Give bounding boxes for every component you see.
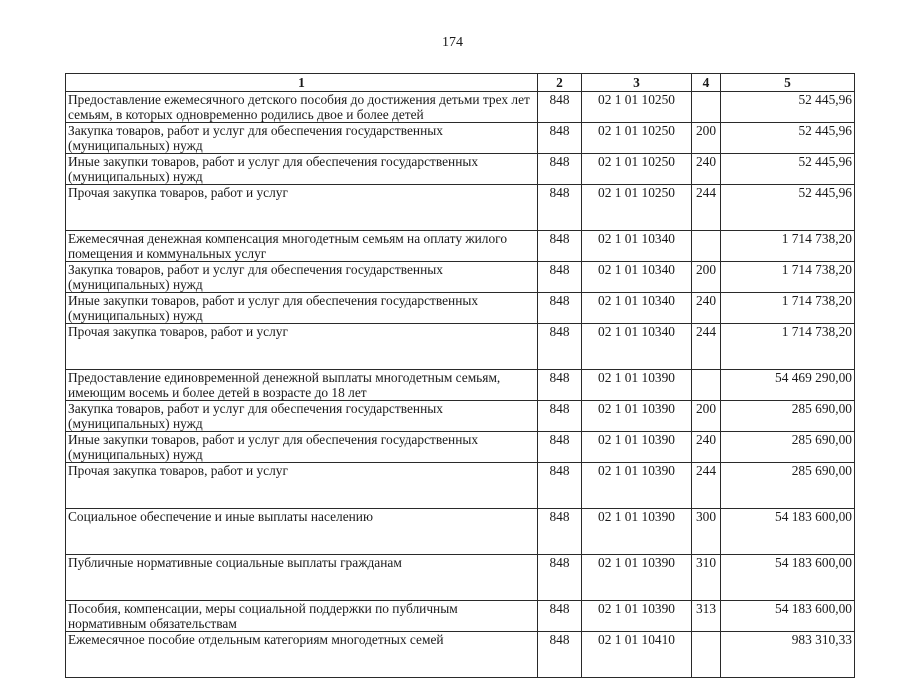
table-row (66, 262, 855, 293)
row-expense-type-cell: 244 (692, 185, 721, 231)
table-row (66, 401, 855, 432)
row-target-code-cell: 02 1 01 10340 (582, 293, 692, 324)
row-target-code-cell: 02 1 01 10390 (582, 432, 692, 463)
row-amount-cell: 1 714 738,20 (721, 293, 855, 324)
row-expense-type-cell: 200 (692, 401, 721, 432)
table-row (66, 463, 855, 509)
table-row (66, 231, 855, 262)
row-name-cell: Прочая закупка товаров, работ и услуг (66, 185, 538, 231)
row-code-cell: 848 (538, 601, 582, 632)
row-expense-type-cell: 240 (692, 293, 721, 324)
row-name-cell: Ежемесячная денежная компенсация многодетным семьям на оплату жилого помещения и коммунальных услуг (66, 231, 538, 262)
row-target-code-cell: 02 1 01 10390 (582, 601, 692, 632)
page-number: 174 (442, 35, 463, 50)
table-row (66, 601, 855, 632)
row-amount-cell: 52 445,96 (721, 123, 855, 154)
row-code-cell: 848 (538, 463, 582, 509)
row-target-code-cell: 02 1 01 10390 (582, 370, 692, 401)
row-expense-type-cell: 240 (692, 154, 721, 185)
row-expense-type-cell: 200 (692, 262, 721, 293)
table-row (66, 154, 855, 185)
row-amount-cell: 54 183 600,00 (721, 509, 855, 555)
row-code-cell: 848 (538, 185, 582, 231)
row-amount-cell: 52 445,96 (721, 92, 855, 123)
row-code-cell: 848 (538, 123, 582, 154)
row-name-cell: Публичные нормативные социальные выплаты гражданам (66, 555, 538, 601)
row-name-cell: Закупка товаров, работ и услуг для обеспечения государственных (муниципальных) нужд (66, 123, 538, 154)
row-amount-cell: 54 183 600,00 (721, 555, 855, 601)
row-code-cell: 848 (538, 509, 582, 555)
row-expense-type-cell (692, 231, 721, 262)
row-name-cell: Иные закупки товаров, работ и услуг для обеспечения государственных (муниципальных) нужд (66, 432, 538, 463)
row-target-code-cell: 02 1 01 10390 (582, 509, 692, 555)
row-target-code-cell: 02 1 01 10340 (582, 324, 692, 370)
row-code-cell: 848 (538, 324, 582, 370)
budget-table (65, 73, 855, 678)
row-amount-cell: 54 469 290,00 (721, 370, 855, 401)
table-row (66, 555, 855, 601)
row-name-cell: Закупка товаров, работ и услуг для обеспечения государственных (муниципальных) нужд (66, 401, 538, 432)
row-code-cell: 848 (538, 231, 582, 262)
row-expense-type-cell: 244 (692, 463, 721, 509)
row-code-cell: 848 (538, 262, 582, 293)
row-code-cell: 848 (538, 432, 582, 463)
row-amount-cell: 52 445,96 (721, 185, 855, 231)
row-target-code-cell: 02 1 01 10390 (582, 555, 692, 601)
header-col-4: 4 (692, 74, 721, 92)
table-row (66, 632, 855, 678)
row-expense-type-cell: 200 (692, 123, 721, 154)
table-row (66, 293, 855, 324)
table-row (66, 324, 855, 370)
table-row (66, 432, 855, 463)
row-code-cell: 848 (538, 293, 582, 324)
row-name-cell: Прочая закупка товаров, работ и услуг (66, 463, 538, 509)
row-expense-type-cell (692, 92, 721, 123)
row-expense-type-cell: 300 (692, 509, 721, 555)
row-name-cell: Пособия, компенсации, меры социальной поддержки по публичным нормативным обязательствам (66, 601, 538, 632)
header-col-1: 1 (66, 74, 538, 92)
row-code-cell: 848 (538, 555, 582, 601)
row-code-cell: 848 (538, 92, 582, 123)
row-name-cell: Предоставление единовременной денежной выплаты многодетным семьям, имеющим восемь и более детей в возрасте до 18 лет (66, 370, 538, 401)
table-row (66, 370, 855, 401)
row-amount-cell: 983 310,33 (721, 632, 855, 678)
row-target-code-cell: 02 1 01 10390 (582, 401, 692, 432)
table-row (66, 185, 855, 231)
row-amount-cell: 54 183 600,00 (721, 601, 855, 632)
row-amount-cell: 1 714 738,20 (721, 324, 855, 370)
table-row (66, 123, 855, 154)
row-code-cell: 848 (538, 632, 582, 678)
row-name-cell: Закупка товаров, работ и услуг для обеспечения государственных (муниципальных) нужд (66, 262, 538, 293)
row-amount-cell: 285 690,00 (721, 401, 855, 432)
row-name-cell: Ежемесячное пособие отдельным категориям многодетных семей (66, 632, 538, 678)
row-target-code-cell: 02 1 01 10410 (582, 632, 692, 678)
row-target-code-cell: 02 1 01 10250 (582, 185, 692, 231)
row-target-code-cell: 02 1 01 10340 (582, 262, 692, 293)
row-expense-type-cell: 244 (692, 324, 721, 370)
row-name-cell: Прочая закупка товаров, работ и услуг (66, 324, 538, 370)
row-name-cell: Социальное обеспечение и иные выплаты населению (66, 509, 538, 555)
row-amount-cell: 285 690,00 (721, 432, 855, 463)
row-code-cell: 848 (538, 401, 582, 432)
table-header (66, 74, 855, 92)
row-amount-cell: 1 714 738,20 (721, 231, 855, 262)
table-row (66, 509, 855, 555)
header-col-5: 5 (721, 74, 855, 92)
row-expense-type-cell (692, 632, 721, 678)
header-col-3: 3 (582, 74, 692, 92)
row-amount-cell: 52 445,96 (721, 154, 855, 185)
row-name-cell: Предоставление ежемесячного детского пособия до достижения детьми трех лет семьям, в которых одновременно родились двое и более детей (66, 92, 538, 123)
row-expense-type-cell (692, 370, 721, 401)
row-target-code-cell: 02 1 01 10250 (582, 154, 692, 185)
row-code-cell: 848 (538, 370, 582, 401)
table-body (66, 92, 855, 678)
header-row (66, 74, 855, 92)
row-target-code-cell: 02 1 01 10250 (582, 92, 692, 123)
row-name-cell: Иные закупки товаров, работ и услуг для обеспечения государственных (муниципальных) нужд (66, 154, 538, 185)
row-code-cell: 848 (538, 154, 582, 185)
row-target-code-cell: 02 1 01 10250 (582, 123, 692, 154)
header-col-2: 2 (538, 74, 582, 92)
row-expense-type-cell: 240 (692, 432, 721, 463)
row-name-cell: Иные закупки товаров, работ и услуг для обеспечения государственных (муниципальных) нужд (66, 293, 538, 324)
row-amount-cell: 1 714 738,20 (721, 262, 855, 293)
row-expense-type-cell: 310 (692, 555, 721, 601)
row-target-code-cell: 02 1 01 10340 (582, 231, 692, 262)
table-row (66, 92, 855, 123)
row-expense-type-cell: 313 (692, 601, 721, 632)
row-amount-cell: 285 690,00 (721, 463, 855, 509)
row-target-code-cell: 02 1 01 10390 (582, 463, 692, 509)
